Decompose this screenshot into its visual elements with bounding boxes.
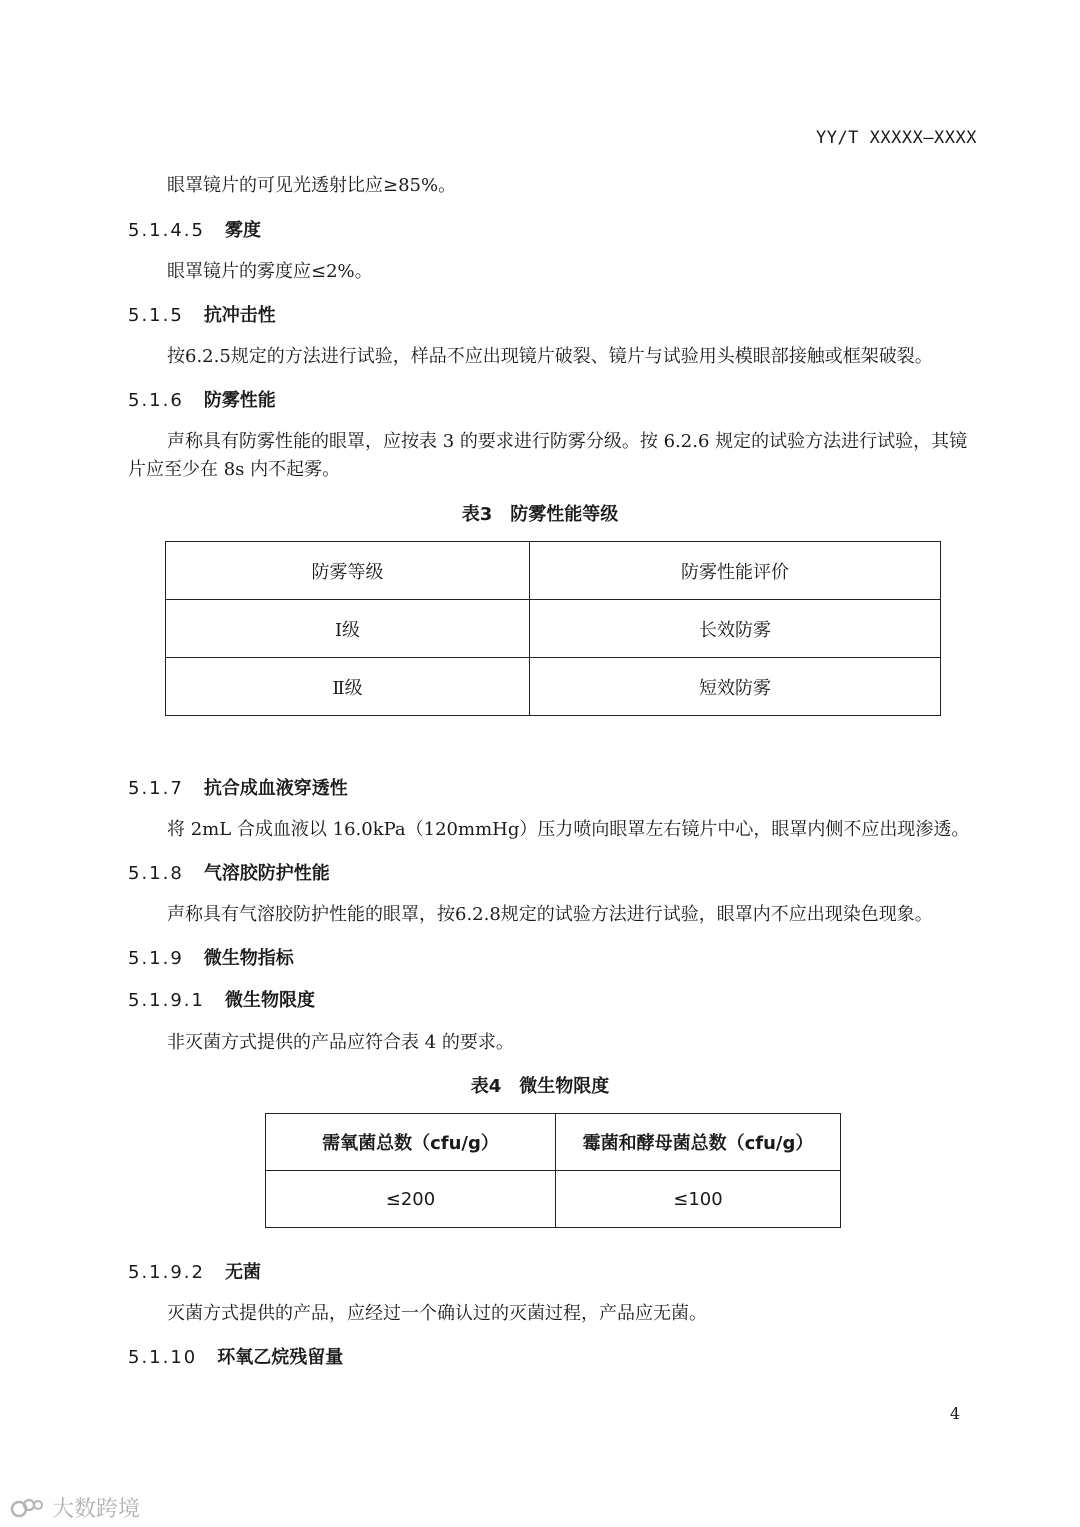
heading-title: 微生物指标 — [203, 948, 294, 969]
watermark-text: 大数跨境 — [52, 1497, 141, 1522]
heading-5-1-9-2 — [128, 1258, 261, 1284]
heading-number: 5.1.8 — [128, 863, 184, 884]
heading-title: 无菌 — [224, 1262, 261, 1283]
document-code: YY/T XXXXX—XXXX — [815, 128, 977, 148]
paragraph-sterile: 灭菌方式提供的产品，应经过一个确认过的灭菌过程，产品应无菌。 — [167, 1303, 707, 1324]
heading-title: 环氧乙烷残留量 — [217, 1347, 344, 1368]
table-header-row — [166, 542, 941, 600]
watermark-logo-icon — [10, 1495, 44, 1521]
heading-number: 5.1.7 — [128, 778, 184, 799]
heading-number: 5.1.4.5 — [128, 220, 205, 241]
table-header-cell: 需氧菌总数（cfu/g） — [266, 1114, 556, 1171]
table-cell: 长效防雾 — [530, 600, 941, 658]
paragraph-blood-penetration: 将 2mL 合成血液以 16.0kPa（120mmHg）压力喷向眼罩左右镜片中心，眼罩内侧不应出现渗透。 — [167, 819, 970, 840]
heading-title: 雾度 — [224, 220, 261, 241]
antifog-grade-table — [165, 541, 941, 716]
table-header-cell: 防雾性能评价 — [530, 542, 941, 600]
watermark — [10, 1492, 140, 1523]
heading-5-1-9 — [128, 944, 294, 970]
table-cell: ≤100 — [556, 1171, 841, 1228]
heading-title: 抗冲击性 — [203, 305, 276, 326]
heading-title: 抗合成血液穿透性 — [203, 778, 348, 799]
table-row — [166, 658, 941, 716]
table-header-row — [266, 1114, 841, 1171]
heading-number: 5.1.9.1 — [128, 990, 205, 1011]
paragraph-microbial: 非灭菌方式提供的产品应符合表 4 的要求。 — [167, 1032, 514, 1053]
caption-title: 防雾性能等级 — [510, 504, 619, 525]
heading-number: 5.1.10 — [128, 1347, 198, 1368]
heading-5-1-10 — [128, 1343, 343, 1369]
paragraph-haze: 眼罩镜片的雾度应≤2%。 — [167, 261, 373, 282]
table-header-cell: 防雾等级 — [166, 542, 530, 600]
page-number: 4 — [949, 1404, 960, 1423]
heading-title: 微生物限度 — [224, 990, 315, 1011]
heading-5-1-5 — [128, 301, 276, 327]
heading-number: 5.1.9.2 — [128, 1262, 205, 1283]
table4-caption — [0, 1072, 1080, 1098]
heading-5-1-4-5 — [128, 216, 261, 242]
caption-number: 表3 — [461, 504, 493, 525]
table-cell: Ⅱ级 — [166, 658, 530, 716]
table-header-cell: 霉菌和酵母菌总数（cfu/g） — [556, 1114, 841, 1171]
heading-5-1-7 — [128, 774, 348, 800]
heading-number: 5.1.6 — [128, 390, 184, 411]
caption-title: 微生物限度 — [519, 1076, 610, 1097]
table-row — [166, 600, 941, 658]
heading-title: 防雾性能 — [203, 390, 276, 411]
table-row — [266, 1171, 841, 1228]
paragraph-impact: 按6.2.5规定的方法进行试验，样品不应出现镜片破裂、镜片与试验用头模眼部接触或框架破裂。 — [167, 346, 933, 367]
paragraph-transmittance: 眼罩镜片的可见光透射比应≥85%。 — [167, 175, 457, 196]
table-cell: 短效防雾 — [530, 658, 941, 716]
microbial-limit-table — [265, 1113, 841, 1228]
heading-5-1-6 — [128, 386, 276, 412]
paragraph-aerosol: 声称具有气溶胶防护性能的眼罩，按6.2.8规定的试验方法进行试验，眼罩内不应出现染色现象。 — [167, 904, 933, 925]
heading-number: 5.1.9 — [128, 948, 184, 969]
heading-5-1-9-1 — [128, 986, 315, 1012]
heading-title: 气溶胶防护性能 — [203, 863, 330, 884]
table-cell: Ⅰ级 — [166, 600, 530, 658]
paragraph-antifog: 声称具有防雾性能的眼罩，应按表 3 的要求进行防雾分级。按 6.2.6 规定的试验方法进行试验，其镜片应至少在 8s 内不起雾。 — [128, 431, 968, 480]
table-cell: ≤200 — [266, 1171, 556, 1228]
table3-caption — [0, 500, 1080, 526]
caption-number: 表4 — [470, 1076, 502, 1097]
heading-number: 5.1.5 — [128, 305, 184, 326]
heading-5-1-8 — [128, 859, 330, 885]
